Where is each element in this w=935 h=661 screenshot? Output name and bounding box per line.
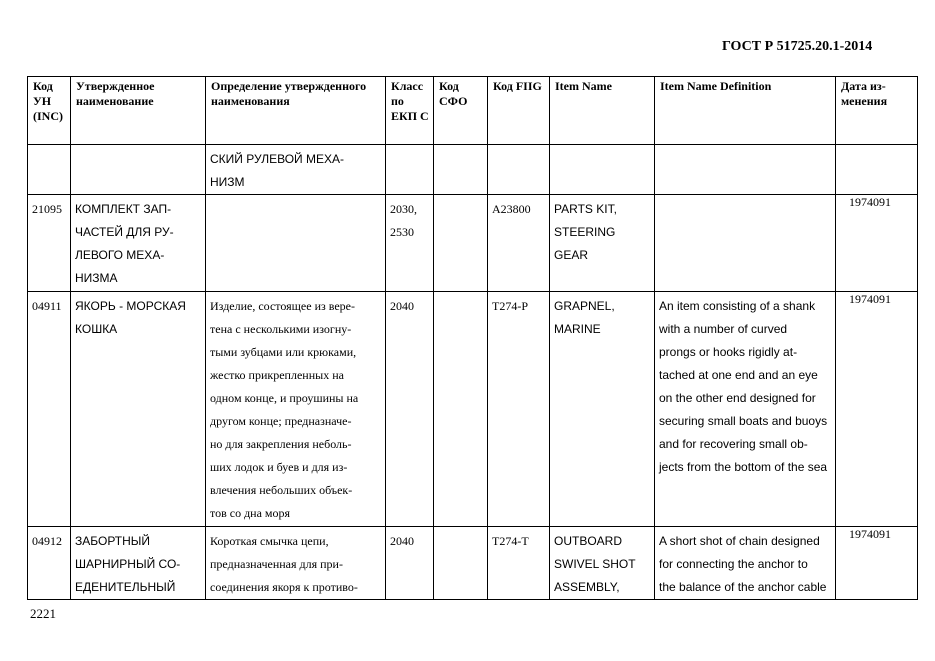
cell-fiig: T274-P bbox=[492, 299, 528, 313]
cell-fiig bbox=[488, 145, 549, 148]
column-header-change-date: Дата из-менения bbox=[836, 77, 918, 145]
cell-item-name-definition: An item consisting of a shank with a number of curved prongs or hooks rigidly at- tached at one end and an eye on the other end designed for securing small boats and buoys and for recovering small ob- jects from the bottom of the sea bbox=[659, 299, 828, 474]
cell-item-name bbox=[550, 145, 654, 148]
column-header-approved-name: Утвержденное наименование bbox=[71, 77, 206, 145]
cell-item-name: OUTBOARD SWIVEL SHOT ASSEMBLY, bbox=[554, 534, 636, 594]
table-row bbox=[28, 527, 918, 600]
cell-change-date: 1974091 bbox=[849, 292, 891, 306]
cell-change-date: 1974091 bbox=[849, 527, 891, 541]
page-number: 2221 bbox=[30, 606, 56, 621]
table-row bbox=[28, 195, 918, 292]
column-header-fiig: Код FIIG bbox=[488, 77, 550, 145]
table-row bbox=[28, 292, 918, 527]
catalog-table bbox=[27, 76, 918, 600]
document-standard-header: ГОСТ Р 51725.20.1-2014 bbox=[722, 39, 873, 54]
table-header-row bbox=[28, 77, 918, 145]
cell-item-name: GRAPNEL, MARINE bbox=[554, 299, 615, 336]
cell-sfo bbox=[434, 195, 487, 198]
cell-definition bbox=[206, 195, 385, 198]
cell-sfo bbox=[434, 145, 487, 148]
cell-inc: 04912 bbox=[32, 534, 62, 548]
cell-fiig: A23800 bbox=[492, 202, 531, 216]
cell-item-name-definition bbox=[655, 195, 835, 198]
cell-definition: СКИЙ РУЛЕВОЙ МЕХА- НИЗМ bbox=[210, 152, 344, 189]
column-header-inc: Код УН (INC) bbox=[28, 77, 71, 145]
cell-item-name-definition bbox=[655, 145, 835, 148]
table-row bbox=[28, 145, 918, 195]
cell-sfo bbox=[434, 527, 487, 530]
column-header-class: Класс по ЕКП С bbox=[386, 77, 434, 145]
cell-class: 2040 bbox=[390, 534, 414, 548]
cell-inc: 04911 bbox=[32, 299, 62, 313]
cell-item-name: PARTS KIT, STEERING GEAR bbox=[554, 202, 617, 262]
cell-approved-name: ЯКОРЬ - МОРСКАЯ КОШКА bbox=[75, 299, 186, 336]
cell-approved-name bbox=[71, 145, 205, 148]
cell-change-date bbox=[836, 145, 917, 146]
cell-definition: Короткая смычка цепи, предназначенная для при- соединения якоря к противо- bbox=[210, 534, 358, 594]
cell-definition: Изделие, состоящее из вере- тена с несколькими изогну- тыми зубцами или крюками, жестко прикрепленных на одном конце, и проушины на другом конце; предназначе- но для закрепления неболь- ших лодок и буев и для из- влечения небольших объек- тов со дна моря bbox=[210, 299, 359, 520]
cell-approved-name: ЗАБОРТНЫЙ ШАРНИРНЫЙ СО- ЕДЕНИТЕЛЬНЫЙ bbox=[75, 534, 181, 594]
cell-approved-name: КОМПЛЕКТ ЗАП- ЧАСТЕЙ ДЛЯ РУ- ЛЕВОГО МЕХА- НИЗМА bbox=[75, 202, 174, 285]
cell-item-name-definition: A short shot of chain designed for connecting the anchor to the balance of the anchor cable bbox=[659, 534, 827, 594]
cell-fiig: T274-T bbox=[492, 534, 529, 548]
cell-inc bbox=[28, 145, 70, 148]
column-header-item-name: Item Name bbox=[550, 77, 655, 145]
cell-class: 2030, 2530 bbox=[390, 202, 417, 239]
column-header-sfo: Код СФО bbox=[434, 77, 488, 145]
column-header-definition: Определение утвержденного наименования bbox=[206, 77, 386, 145]
column-header-item-name-definition: Item Name Definition bbox=[655, 77, 836, 145]
cell-class: 2040 bbox=[390, 299, 414, 313]
cell-change-date: 1974091 bbox=[849, 195, 891, 209]
cell-class bbox=[386, 145, 433, 148]
cell-inc: 21095 bbox=[32, 202, 62, 216]
cell-sfo bbox=[434, 292, 487, 295]
